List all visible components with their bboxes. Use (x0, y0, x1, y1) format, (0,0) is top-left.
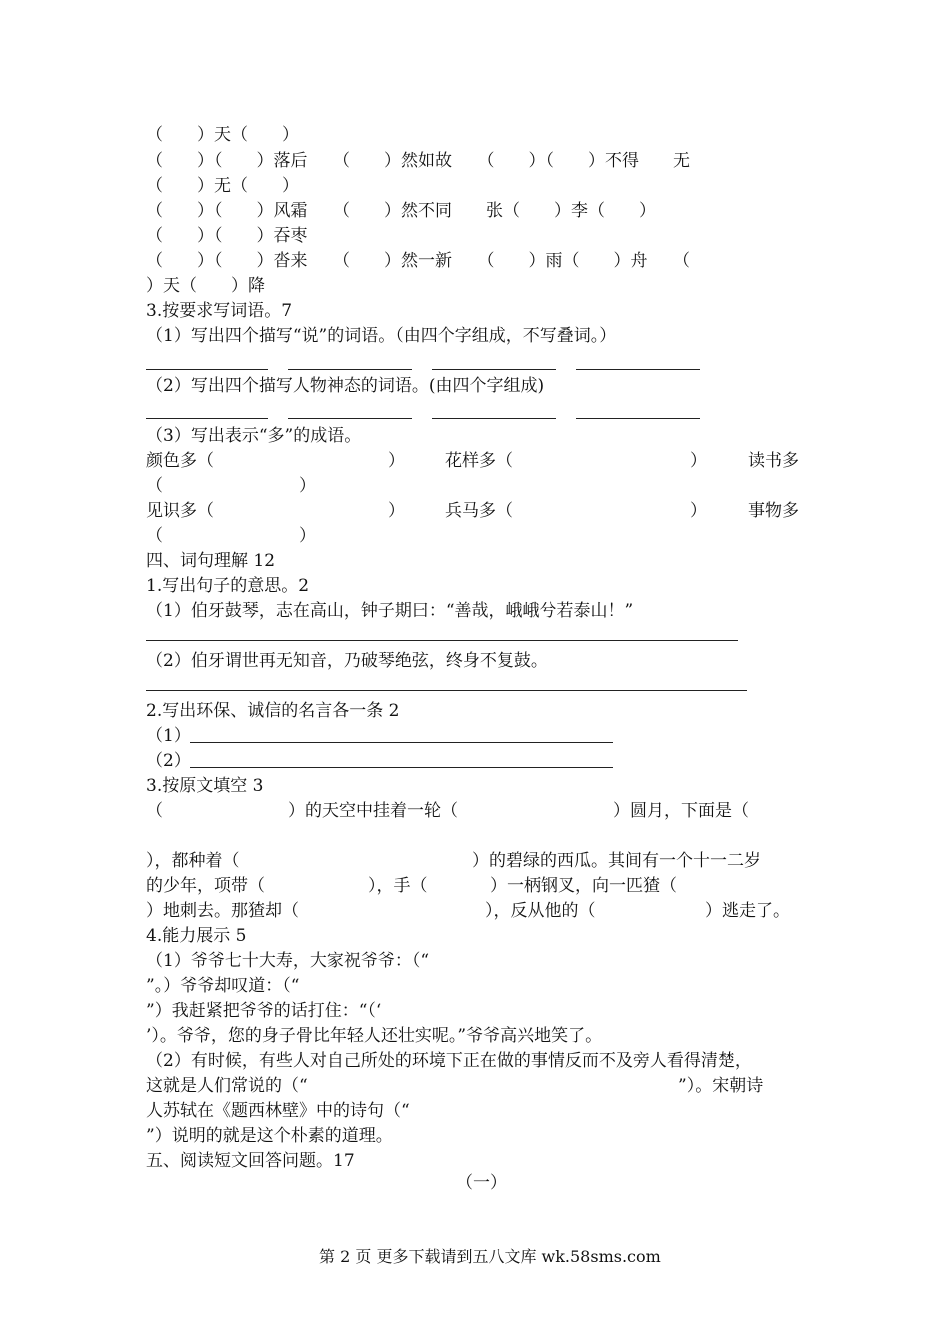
idiom-color-close: ） (388, 451, 405, 471)
answer-line (190, 742, 613, 743)
fill-line-4: （ ）（ ）风霜 （ ）然不同 张（ ）李（ ） (146, 201, 656, 221)
question-3-2: （2）写出四个描写人物神态的词语。(由四个字组成) (146, 376, 545, 396)
passage-badger-a: ）地刺去。那猹却（ (146, 901, 299, 921)
idiom-reading-blank: （ ） (146, 476, 316, 496)
section-5-heading: 五、阅读短文回答问题。17 (146, 1151, 355, 1171)
passage-open: （ (146, 801, 163, 821)
ability-1-a: （1）爷爷七十大寿，大家祝爷爷：（“ (146, 951, 430, 971)
question-3-heading: 3.按要求写词语。7 (146, 301, 293, 321)
idiom-color-open: 颜色多（ (146, 451, 214, 471)
idiom-pattern-close: ） (690, 451, 707, 471)
idiom-knowledge-close: ） (388, 501, 405, 521)
quote-2-label: （2） (146, 751, 191, 771)
ability-1-d: ’）。爷爷，您的身子骨比年轻人还壮实呢。”爷爷高兴地笑了。 (146, 1026, 603, 1046)
answer-line (146, 418, 268, 419)
fill-line-7: ）天（ ）降 (146, 276, 265, 296)
answer-line (146, 690, 747, 691)
answer-line (190, 767, 613, 768)
question-3-1: （1）写出四个描写“说”的词语。（由四个字组成，不写叠词。） (146, 326, 617, 346)
answer-line (288, 369, 412, 370)
passage-boy-a: 的少年，项带（ (146, 876, 265, 896)
idiom-things-blank: （ ） (146, 526, 316, 546)
section-4-heading: 四、词句理解 12 (146, 551, 276, 571)
ability-1-c: ”）我赶紧把爷爷的话打住：“（‘ (146, 1001, 382, 1021)
answer-line (288, 418, 412, 419)
idiom-army-open: 兵马多（ (445, 501, 513, 521)
ability-2-b: 这就是人们常说的（“ (146, 1076, 308, 1096)
answer-line (146, 369, 268, 370)
ability-1-b: ”。）爷爷却叹道：（“ (146, 976, 300, 996)
idiom-reading: 读书多 (748, 451, 799, 471)
ability-2-e: ”）说明的就是这个朴素的道理。 (146, 1126, 393, 1146)
quote-1-label: （1） (146, 726, 191, 746)
question-4-2: 2.写出环保、诚信的名言各一条 2 (146, 701, 400, 721)
fill-line-5: （ ）（ ）吞枣 (146, 226, 308, 246)
passage-melons-b: ）的碧绿的西瓜。其间有一个十一二岁 (472, 851, 761, 871)
passage-sky: ）的天空中挂着一轮（ (288, 801, 458, 821)
answer-line (576, 369, 700, 370)
fill-line-2: （ ）（ ）落后 （ ）然如故 （ ）（ ）不得 无 (146, 151, 690, 171)
idiom-things: 事物多 (748, 501, 799, 521)
passage-boy-c: ）一柄钢叉，向一匹猹（ (490, 876, 677, 896)
idiom-pattern-open: 花样多（ (445, 451, 513, 471)
sentence-2: （2）伯牙谓世再无知音，乃破琴绝弦，终身不复鼓。 (146, 651, 548, 671)
idiom-knowledge-open: 见识多（ (146, 501, 214, 521)
passage-melons-a: ），都种着（ (146, 851, 240, 871)
ability-2-d: 人苏轼在《题西林壁》中的诗句（“ (146, 1101, 410, 1121)
ability-2-a: （2）有时候，有些人对自己所处的环境下正在做的事情反而不及旁人看得清楚， (146, 1051, 752, 1071)
fill-line-3: （ ）无（ ） (146, 176, 299, 196)
answer-line (432, 369, 556, 370)
passage-badger-b: ），反从他的（ (485, 901, 596, 921)
answer-line (576, 418, 700, 419)
ability-2-c: ”）。宋朝诗 (678, 1076, 764, 1096)
passage-number: （一） (456, 1173, 507, 1193)
fill-line-1: （ ）天（ ） (146, 125, 299, 145)
idiom-army-close: ） (690, 501, 707, 521)
question-4-3: 3.按原文填空 3 (146, 776, 264, 796)
question-4-4: 4.能力展示 5 (146, 926, 247, 946)
question-4-1: 1.写出句子的意思。2 (146, 576, 310, 596)
passage-moon: ）圆月，下面是（ (613, 801, 749, 821)
answer-line (146, 640, 738, 641)
page-footer: 第 2 页 更多下载请到五八文库 wk.58sms.com (319, 1247, 661, 1266)
fill-line-6: （ ）（ ）沓来 （ ）然一新 （ ）雨（ ）舟 （ (146, 251, 690, 271)
sentence-1: （1）伯牙鼓琴，志在高山，钟子期曰：“善哉，峨峨兮若泰山！” (146, 601, 634, 621)
answer-line (432, 418, 556, 419)
question-3-3: （3）写出表示“多”的成语。 (146, 426, 362, 446)
passage-badger-c: ）逃走了。 (705, 901, 790, 921)
passage-boy-b: ），手（ (368, 876, 428, 896)
